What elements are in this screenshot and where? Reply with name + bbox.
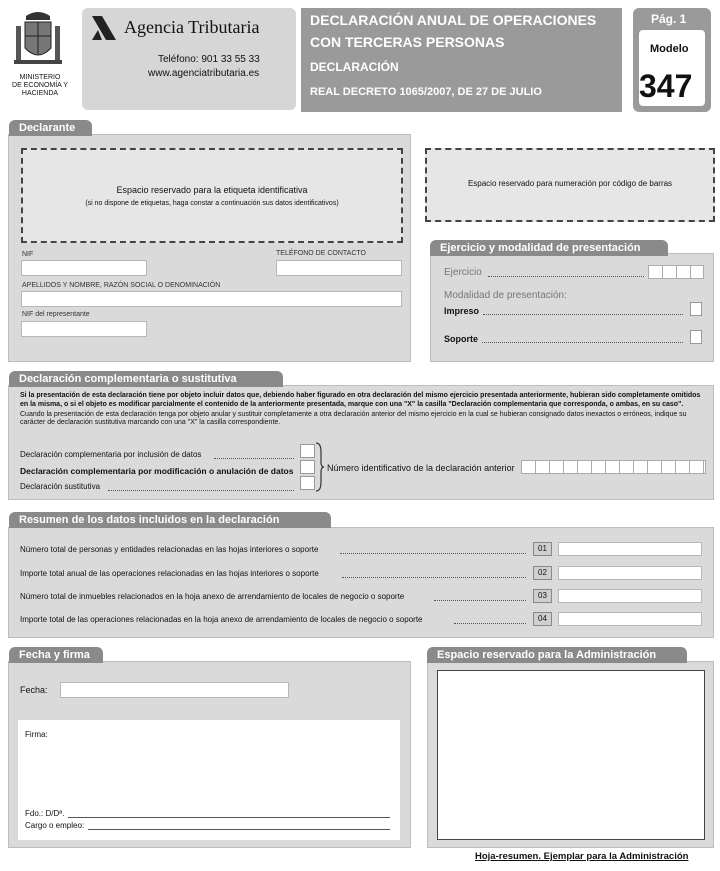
ejercicio-tab: Ejercicio y modalidad de presentación xyxy=(430,240,668,256)
form-decree: REAL DECRETO 1065/2007, DE 27 DE JULIO xyxy=(310,86,542,98)
ejercicio-dots xyxy=(488,276,644,277)
label-space-note: (si no dispone de etiquetas, haga constar a continuación sus datos identificativos) xyxy=(85,200,339,207)
modalidad-label: Modalidad de presentación: xyxy=(444,290,567,301)
resumen-row-04-dots xyxy=(454,623,526,624)
footer-note: Hoja-resumen. Ejemplar para la Administración xyxy=(475,851,689,862)
resumen-row-02-label: Importe total anual de las operaciones relacionadas en las hojas interiores o soporte xyxy=(20,569,319,578)
resumen-row-01-field[interactable] xyxy=(558,542,702,556)
brace-icon xyxy=(315,442,325,492)
page-number: Pág. 1 xyxy=(651,12,687,26)
cargo-line xyxy=(88,829,390,830)
agency-logo-icon xyxy=(90,14,118,42)
ministry-name: MINISTERIO DE ECONOMÍA Y HACIENDA xyxy=(12,74,68,97)
resumen-row-03-field[interactable] xyxy=(558,589,702,603)
resumen-row-03-code: 03 xyxy=(533,589,552,603)
admin-tab: Espacio reservado para la Administración xyxy=(427,647,687,663)
prev-id-field[interactable] xyxy=(521,460,706,474)
complementaria-para1: Si la presentación de esta declaración tiene por objeto incluir datos que, debiendo haber figurado en otra declaración del mismo ejercicio presentada anteriormente, hubieran sido completamente omitidos en la misma, o si el objeto es modificar parcialmente el contenido de la anteriormente presentada, marque con una "X" la casilla "Declaración complementaria que corresponda, o ambas, en su caso". xyxy=(20,392,701,408)
model-label: Modelo xyxy=(650,43,689,55)
resumen-row-01-dots xyxy=(340,553,526,554)
phone-label: TELÉFONO DE CONTACTO xyxy=(276,250,366,257)
nif-label: NIF xyxy=(22,251,34,258)
phone-field[interactable] xyxy=(276,260,402,276)
soporte-dots xyxy=(482,342,683,343)
resumen-row-02-code: 02 xyxy=(533,566,552,580)
fecha-label: Fecha: xyxy=(20,685,48,695)
resumen-row-02-dots xyxy=(342,577,526,578)
impreso-dots xyxy=(483,314,683,315)
firma-tab: Fecha y firma xyxy=(9,647,103,663)
form-title-line1: DECLARACIÓN ANUAL DE OPERACIONES xyxy=(310,12,597,28)
impreso-checkbox[interactable] xyxy=(690,302,702,316)
form-subtitle: DECLARACIÓN xyxy=(310,60,399,74)
declarante-tab: Declarante xyxy=(9,120,92,136)
ejercicio-label: Ejercicio xyxy=(444,267,482,278)
nif-rep-label: NIF del representante xyxy=(22,311,90,318)
firma-label: Firma: xyxy=(25,730,48,739)
name-label: APELLIDOS Y NOMBRE, RAZÓN SOCIAL O DENOMINACIÓN xyxy=(22,282,221,289)
resumen-row-04-label: Importe total de las operaciones relacionadas en la hoja anexo de arrendamiento de locales de negocio o soporte xyxy=(20,615,423,624)
label-space xyxy=(21,148,403,243)
barcode-space-text: Espacio reservado para numeración por código de barras xyxy=(467,179,673,188)
opt2-checkbox[interactable] xyxy=(300,460,315,474)
resumen-tab: Resumen de los datos incluidos en la declaración xyxy=(9,512,331,528)
fdo-label: Fdo.: D/Dª. xyxy=(25,809,65,818)
resumen-row-03-dots xyxy=(434,600,526,601)
complementaria-para2: Cuando la presentación de esta declaración tenga por objeto anular y sustituir completamente a otra declaración anterior del mismo ejercicio en la cual se hubieran consignado datos inexactos o erróneos, indique su carácter de declaración sustitutiva marcando con una "X" la casilla correspondiente. xyxy=(20,411,687,426)
resumen-row-04-code: 04 xyxy=(533,612,552,626)
opt1-dots xyxy=(214,458,294,459)
resumen-row-01-label: Número total de personas y entidades relacionadas en las hojas interiores o soporte xyxy=(20,545,319,554)
form-title-line2: CON TERCERAS PERSONAS xyxy=(310,34,505,50)
opt2-label: Declaración complementaria por modificación o anulación de datos xyxy=(20,466,294,476)
impreso-label: Impreso xyxy=(444,306,480,316)
agency-web: www.agenciatributaria.es xyxy=(148,68,260,79)
prev-id-label: Número identificativo de la declaración anterior xyxy=(327,463,515,473)
agency-name: Agencia Tributaria xyxy=(124,17,260,37)
cargo-label: Cargo o empleo: xyxy=(25,821,85,830)
fdo-line xyxy=(68,817,390,818)
opt1-checkbox[interactable] xyxy=(300,444,315,458)
opt3-label: Declaración sustitutiva xyxy=(20,482,101,491)
model-number: 347 xyxy=(639,68,693,104)
complementaria-tab: Declaración complementaria o sustitutiva xyxy=(9,371,283,387)
label-space-text: Espacio reservado para la etiqueta identificativa xyxy=(116,185,308,195)
nif-rep-field[interactable] xyxy=(21,321,147,337)
resumen-row-01-code: 01 xyxy=(533,542,552,556)
opt3-dots xyxy=(108,490,294,491)
name-field[interactable] xyxy=(21,291,402,307)
agency-phone: Teléfono: 901 33 55 33 xyxy=(158,54,260,65)
spain-coat-of-arms xyxy=(12,8,64,70)
fecha-field[interactable] xyxy=(60,682,289,698)
soporte-label: Soporte xyxy=(444,334,479,344)
opt3-checkbox[interactable] xyxy=(300,476,315,490)
opt1-label: Declaración complementaria por inclusión de datos xyxy=(20,450,202,459)
soporte-checkbox[interactable] xyxy=(690,330,702,344)
resumen-row-02-field[interactable] xyxy=(558,566,702,580)
resumen-row-04-field[interactable] xyxy=(558,612,702,626)
resumen-row-03-label: Número total de inmuebles relacionados en la hoja anexo de arrendamiento de locales de negocio o soporte xyxy=(20,592,405,601)
admin-area xyxy=(437,670,705,840)
ejercicio-field[interactable] xyxy=(648,265,704,279)
nif-field[interactable] xyxy=(21,260,147,276)
